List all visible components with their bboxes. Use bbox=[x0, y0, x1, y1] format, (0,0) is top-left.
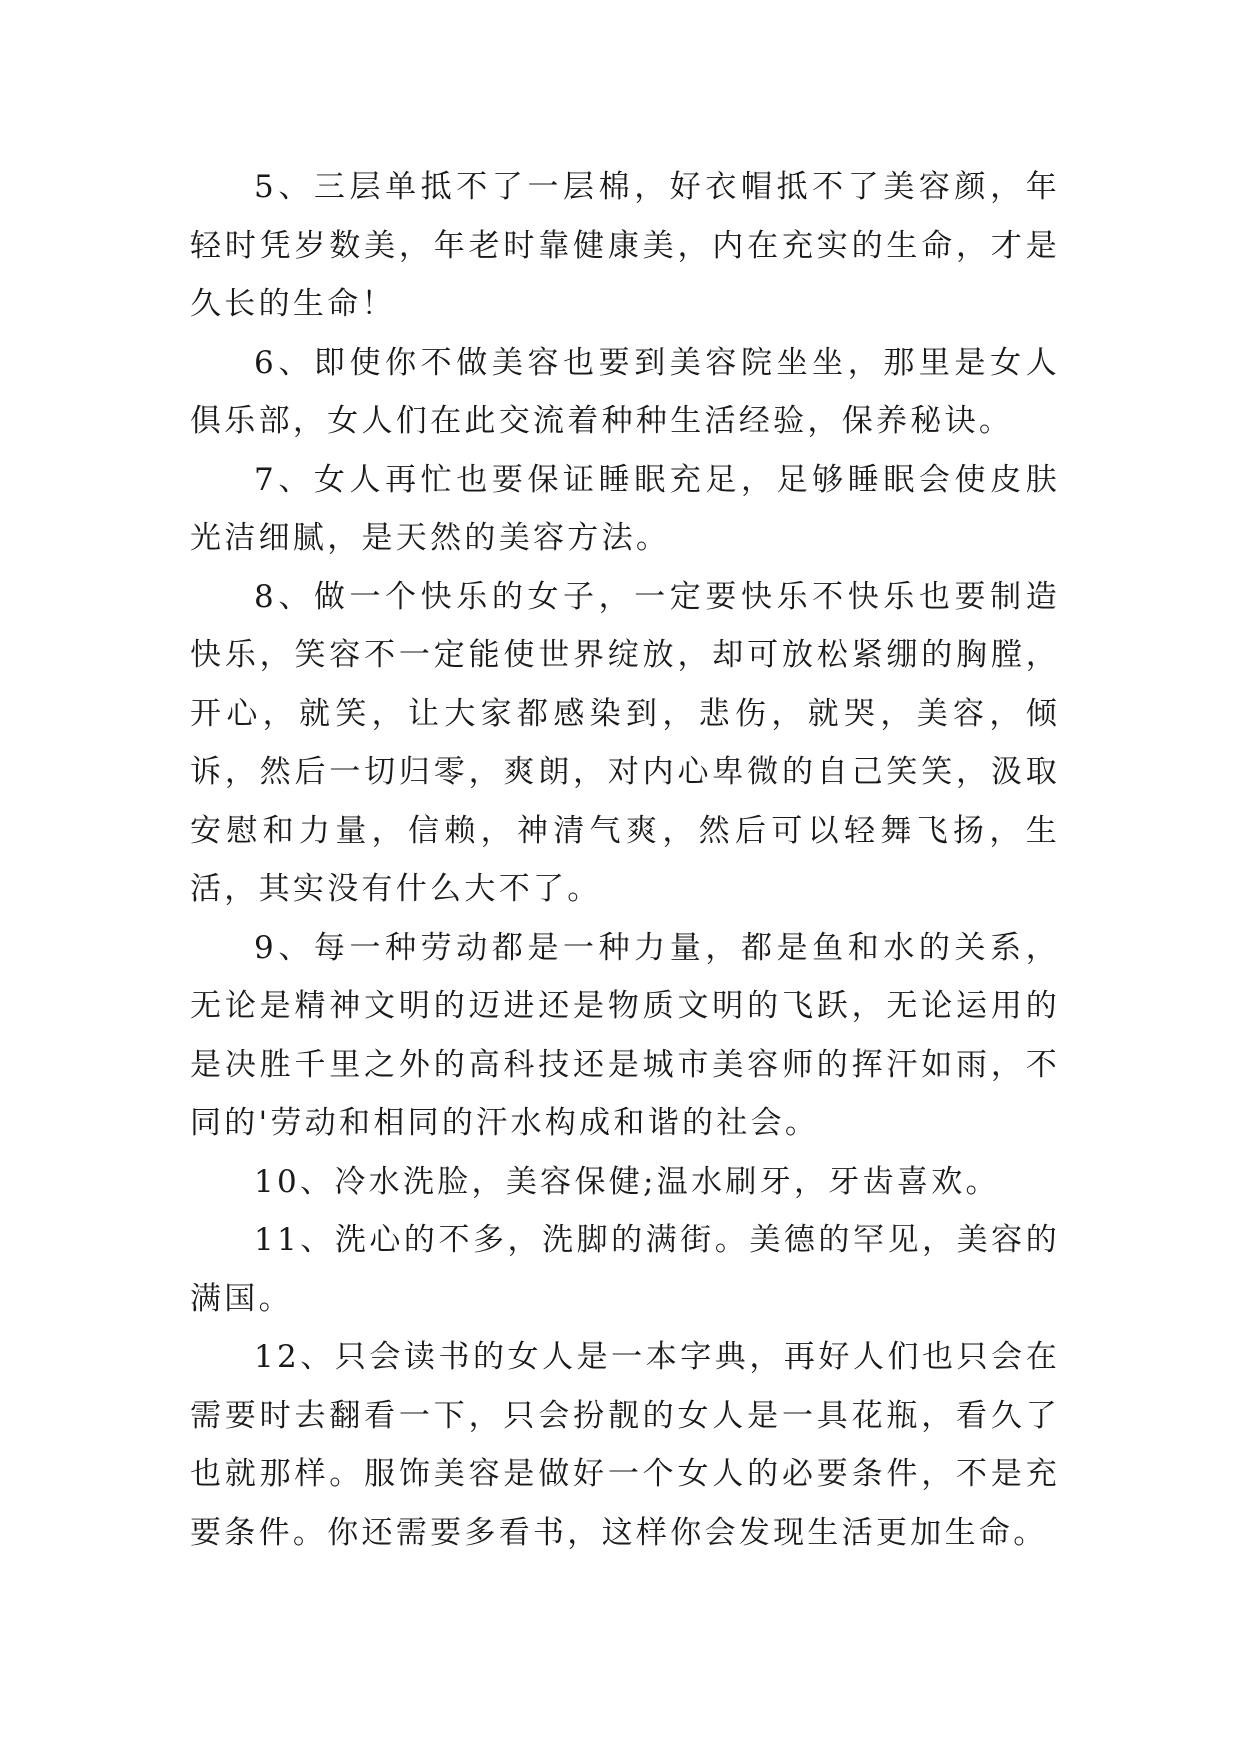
paragraph-5: 5、三层单抵不了一层棉，好衣帽抵不了美容颜，年轻时凭岁数美，年老时靠健康美，内在充实的生命，才是久长的生命！ bbox=[190, 169, 1060, 322]
paragraph-6: 6、即使你不做美容也要到美容院坐坐，那里是女人俱乐部，女人们在此交流着种种生活经验，保养秘诀。 bbox=[190, 344, 1060, 439]
paragraph-9: 9、每一种劳动都是一种力量，都是鱼和水的关系，无论是精神文明的迈进还是物质文明的飞跃，无论运用的是决胜千里之外的高科技还是城市美容师的挥汗如雨，不同的'劳动和相同的汗水构成和谐的社会。 bbox=[190, 929, 1060, 1141]
paragraph-7: 7、女人再忙也要保证睡眠充足，足够睡眠会使皮肤光洁细腻，是天然的美容方法。 bbox=[190, 461, 1060, 556]
paragraph-10: 10、冷水洗脸，美容保健;温水刷牙，牙齿喜欢。 bbox=[254, 1163, 1000, 1200]
paragraph-8: 8、做一个快乐的女子，一定要快乐不快乐也要制造快乐，笑容不一定能使世界绽放，却可放松紧绷的胸膛，开心，就笑，让大家都感染到，悲伤，就哭，美容，倾诉，然后一切归零，爽朗，对内心卑微的自己笑笑，汲取安慰和力量，信赖，神清气爽，然后可以轻舞飞扬，生活，其实没有什么大不了。 bbox=[190, 578, 1060, 907]
paragraph-12: 12、只会读书的女人是一本字典，再好人们也只会在需要时去翻看一下，只会扮靓的女人是一具花瓶，看久了也就那样。服饰美容是做好一个女人的必要条件，不是充要条件。你还需要多看书，这样你会发现生活更加生命。 bbox=[190, 1339, 1060, 1551]
document-body bbox=[190, 158, 1060, 1562]
paragraph-11: 11、洗心的不多，洗脚的满街。美德的罕见，美容的满国。 bbox=[190, 1222, 1060, 1317]
